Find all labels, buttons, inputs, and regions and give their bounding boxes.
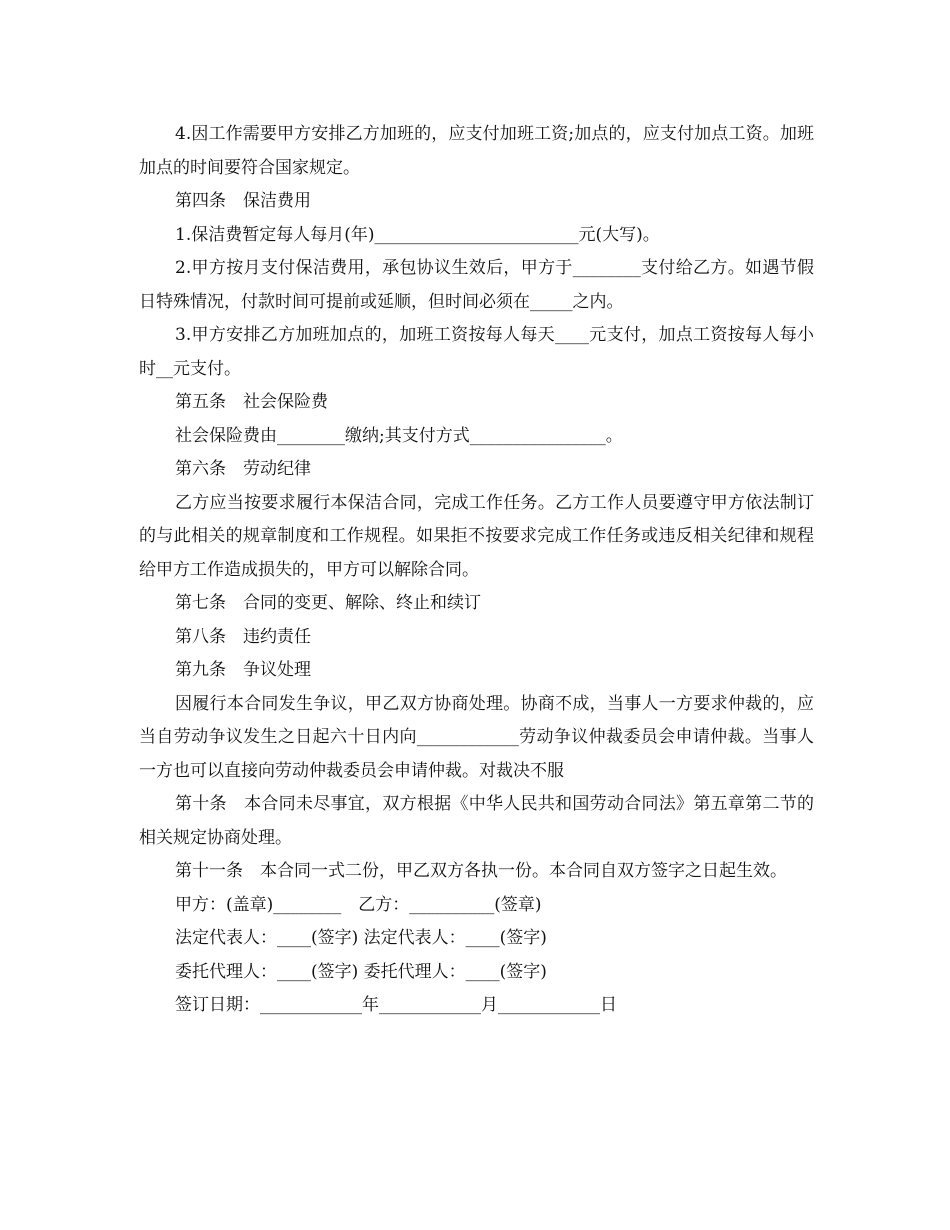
signature-legal-representative-line: 法定代表人：____(签字) 法定代表人：____(签字) (175, 928, 547, 948)
fee-item-3-paragraph: 3.甲方安排乙方加班加点的，加班工资按每人每天____元支付，加点工资按每人每小时__元支付。 (139, 325, 814, 379)
article-7-heading: 第七条 合同的变更、解除、终止和续订 (175, 593, 481, 613)
item-4-overtime-paragraph: 4.因工作需要甲方安排乙方加班的，应支付加班工资;加点的，应支付加点工资。加班加点的时间要符合国家规定。 (139, 124, 814, 178)
article-10-paragraph: 第十条 本合同未尽事宜，双方根据《中华人民共和国劳动合同法》第五章第二节的相关规定协商处理。 (139, 794, 814, 848)
article-8-heading: 第八条 违约责任 (175, 626, 311, 647)
fee-item-2-paragraph: 2.甲方按月支付保洁费用，承包协议生效后，甲方于________支付给乙方。如遇节假日特殊情况，付款时间可提前或延顺，但时间必须在_____之内。 (139, 258, 814, 312)
fee-item-1-paragraph: 1.保洁费暂定每人每月(年)________________________元(大写)。 (175, 224, 660, 245)
signature-agent-line: 委托代理人：____(签字) 委托代理人：____(签字) (175, 961, 547, 982)
social-insurance-paragraph: 社会保险费由________缴纳;其支付方式________________。 (175, 425, 623, 446)
article-5-heading: 第五条 社会保险费 (175, 392, 328, 412)
labor-discipline-paragraph: 乙方应当按要求履行本保洁合同，完成工作任务。乙方工作人员要遵守甲方依法制订的与此相关的规章制度和工作规程。如果拒不按要求完成工作任务或违反相关纪律和规程给甲方工作造成损失的，甲方可以解除合同。 (139, 492, 814, 580)
signature-parties-line: 甲方：(盖章)________ 乙方：__________(签章) (175, 894, 542, 915)
article-9-heading: 第九条 争议处理 (175, 660, 311, 680)
signing-date-line: 签订日期：____________年____________月____________日 (175, 995, 617, 1015)
article-11-paragraph: 第十一条 本合同一式二份，甲乙双方各执一份。本合同自双方签字之日起生效。 (175, 861, 787, 881)
article-4-heading: 第四条 保洁费用 (175, 191, 311, 211)
document-body (139, 118, 814, 1023)
dispute-resolution-paragraph: 因履行本合同发生争议，甲乙双方协商处理。协商不成，当事人一方要求仲裁的，应当自劳动争议发生之日起六十日内向____________劳动争议仲裁委员会申请仲裁。当事人一方也可以直接向劳动仲裁委员会申请仲裁。对裁决不服 (139, 693, 814, 781)
article-6-heading: 第六条 劳动纪律 (175, 459, 311, 479)
